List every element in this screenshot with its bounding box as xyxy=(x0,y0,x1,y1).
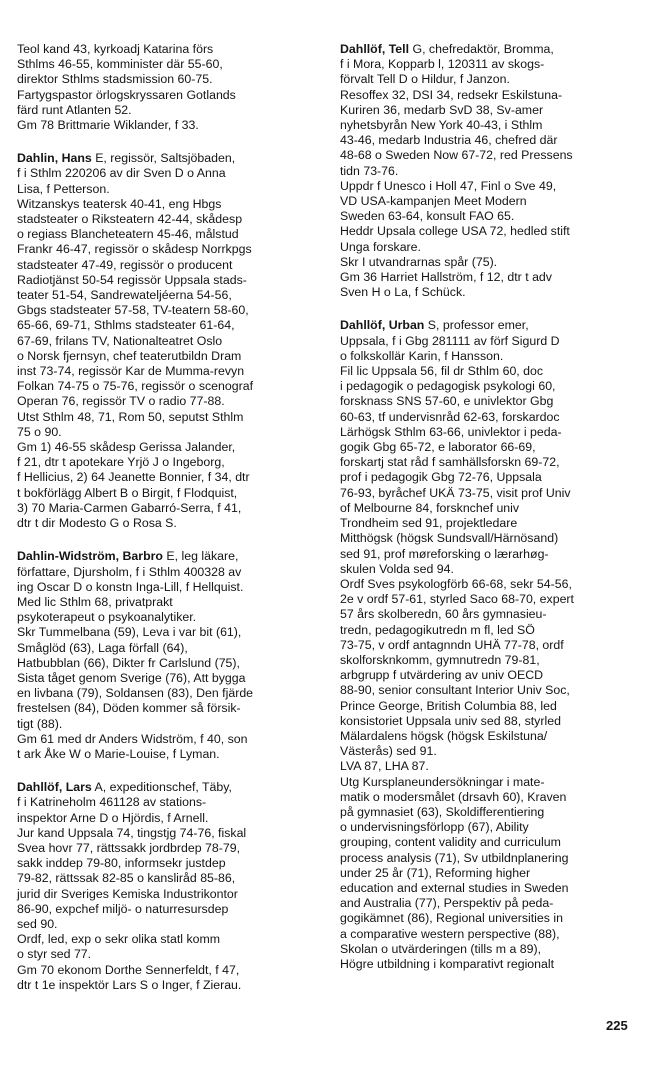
entry-first-line xyxy=(340,42,658,57)
entry-text-line: Sista tåget genom Sverige (76), Att bygga xyxy=(17,670,246,685)
entry-first-line xyxy=(340,318,658,333)
entry-text-line: Fil lic Uppsala 56, fil dr Sthlm 60, doc xyxy=(340,364,544,379)
entry-first-line xyxy=(17,42,322,57)
entry-text-line: Uppsala, f i Gbg 281111 av förf Sigurd D xyxy=(340,333,560,348)
entry-text-line: Kuriren 36, medarb SvD 38, Sv-amer xyxy=(340,102,544,117)
entry-text-line: sakk inddep 79-80, informsekr justdep xyxy=(17,856,226,871)
entry-text-line: forsknass SNS 57-60, e univlektor Gbg xyxy=(340,394,554,409)
entry-text-line: färd runt Atlanten 52. xyxy=(17,102,132,117)
entry-text-line: of Melbourne 84, forsknchef univ xyxy=(340,500,520,515)
entry-text-line: Witzanskys teatersk 40-41, eng Hbgs xyxy=(17,196,222,211)
biography-entry xyxy=(340,318,658,972)
entry-text-line: konsistoriet Uppsala univ sed 88, styrled xyxy=(340,713,561,728)
entry-text-line: Utg Kursplaneundersökningar i mate- xyxy=(340,774,545,789)
entry-text-line: Prince George, British Columbia 88, led xyxy=(340,698,557,713)
entry-text-line: 88-90, senior consultant Interior Univ Soc, xyxy=(340,683,570,698)
entry-text-line: Mälardalens högsk (högsk Eskilstuna/ xyxy=(340,728,548,743)
entry-text-line: Svea hovr 77, rättssakk jordbrdep 78-79, xyxy=(17,840,240,855)
entry-text-line: Sweden 63-64, konsult FAO 65. xyxy=(340,209,515,224)
entry-text-line: Fartygspastor örlogskryssaren Gotlands xyxy=(17,87,236,102)
left-column xyxy=(17,42,322,1011)
entry-text-line: 48-68 o Sweden Now 67-72, red Pressens xyxy=(340,148,573,163)
entry-text-line: and Australia (77), Perspektiv på peda- xyxy=(340,896,554,911)
entry-text-line: 43-46, medarb Industria 46, chefred där xyxy=(340,133,558,148)
entry-name: Dahlin, Hans xyxy=(17,151,92,166)
biography-entry xyxy=(17,780,322,993)
entry-text-line: Resoffex 32, DSI 34, redsekr Eskilstuna- xyxy=(340,87,563,102)
entry-first-text: Teol kand 43, kyrkoadj Katarina förs xyxy=(17,42,214,56)
entry-first-text: E, leg läkare, xyxy=(162,549,239,564)
entry-text-line: frestelsen (84), Döden kommer så försik- xyxy=(17,701,241,716)
entry-text-line: nyhetsbyrån New York 40-43, i Sthlm xyxy=(340,118,543,133)
entry-text-line: sed 90. xyxy=(17,916,58,931)
entry-text-line: Uppdr f Unesco i Holl 47, Finl o Sve 49, xyxy=(340,178,557,193)
entry-text-line: under 25 år (71), Reforming higher xyxy=(340,865,531,880)
entry-first-line xyxy=(17,780,322,795)
entry-text-line: Mitthögsk (högsk Sundsvall/Härnösand) xyxy=(340,531,559,546)
entry-text-line: matik o modersmålet (drsavh 60), Kraven xyxy=(340,789,567,804)
entry-text-line: Lisa, f Petterson. xyxy=(17,181,110,196)
entry-text-line: dtr t 1e inspektör Lars S o Inger, f Zierau. xyxy=(17,977,242,992)
entry-text-line: 60-63, tf undervisnråd 62-63, forskardoc xyxy=(340,409,560,424)
entry-text-line: t bokförlägg Albert B o Birgit, f Flodquist, xyxy=(17,485,238,500)
entry-text-line: 3) 70 Maria-Carmen Gabarró-Serra, f 41, xyxy=(17,500,242,515)
entry-text-line: Med lic Sthlm 68, privatprakt xyxy=(17,594,173,609)
entry-text-line: Sven H o La, f Schück. xyxy=(340,285,466,300)
entry-text-line: tigt (88). xyxy=(17,716,63,731)
entry-text-line: 67-69, frilans TV, Nationalteatret Oslo xyxy=(17,333,223,348)
entry-text-line: 76-93, byråchef UKÄ 73-75, visit prof Univ xyxy=(340,485,571,500)
entry-text-line: o regiass Blancheteatern 45-46, målstud xyxy=(17,227,239,242)
entry-text-line: 79-82, rättssak 82-85 o kanslіråd 85-86, xyxy=(17,871,236,886)
entry-text-line: Gm 61 med dr Anders Widström, f 40, son xyxy=(17,731,248,746)
entry-text-line: teater 51-54, Sandrewateljéerna 54-56, xyxy=(17,288,232,303)
biography-entry xyxy=(17,549,322,762)
entry-text-line: LVA 87, LHA 87. xyxy=(340,759,429,774)
entry-first-line xyxy=(17,151,322,166)
entry-text-line: inspektor Arne D o Hjördis, f Arnell. xyxy=(17,810,209,825)
entry-text-line: stadsteater 47-49, regissör o producent xyxy=(17,257,233,272)
entry-text-line: process analysis (71), Sv utbildnplanering xyxy=(340,850,569,865)
entry-text-line: Gbgs stadsteater 57-58, TV-teatern 58-60, xyxy=(17,303,249,318)
entry-text-line: Gm 36 Harriet Hallström, f 12, dtr t adv xyxy=(340,270,552,285)
entry-text-line: Trondheim sed 91, projektledare xyxy=(340,516,518,531)
entry-text-line: f Hellicius, 2) 64 Jeanette Bonnier, f 34, dtr xyxy=(17,470,250,485)
entry-text-line: forskartj stat råd f samhällsforskn 69-72, xyxy=(340,455,560,470)
entry-text-line: Jur kand Uppsala 74, tingstjg 74-76, fiskal xyxy=(17,825,247,840)
entry-text-line: förvalt Tell D o Hildur, f Janzon. xyxy=(340,72,510,87)
entry-text-line: dtr t dir Modesto G o Rosa S. xyxy=(17,516,177,531)
entry-text-line: o styr sed 77. xyxy=(17,947,92,962)
entry-text-line: 57 års skolberedn, 60 års gymnasieu- xyxy=(340,607,547,622)
biography-entry xyxy=(17,151,322,531)
entry-text-line: Västerås) sed 91. xyxy=(340,744,437,759)
entry-text-line: skulen Volda sed 94. xyxy=(340,561,454,576)
entry-text-line: sed 91, prof møreforsking o lærarhøg- xyxy=(340,546,549,561)
entry-text-line: Sthlms 46-55, komminister där 55-60, xyxy=(17,57,223,72)
entry-text-line: i pedagogik o pedagogisk psykologi 60, xyxy=(340,379,556,394)
entry-first-text: A, expeditionschef, Täby, xyxy=(91,780,232,795)
entry-name: Dahlin-Widström, Barbro xyxy=(17,549,163,564)
entry-text-line: Unga forskare. xyxy=(340,239,421,254)
entry-text-line: Folkan 74-75 o 75-76, regissör o scenograf xyxy=(17,379,254,394)
entry-text-line: VD USA-kampanjen Meet Modern xyxy=(340,194,527,209)
entry-text-line: på gymnasiet (63), Skoldifferentiering xyxy=(340,804,545,819)
entry-first-text: E, regissör, Saltsjöbaden, xyxy=(91,151,236,166)
entry-text-line: Hatbubblan (66), Dikter fr Carlslund (75), xyxy=(17,655,240,670)
entry-text-line: t ark Åke W o Marie-Louise, f Lyman. xyxy=(17,746,220,761)
entry-text-line: Högre utbildning i komparativt regionalt xyxy=(340,956,555,971)
entry-text-line: 86-90, expchef miljö- o naturresursdep xyxy=(17,901,229,916)
entry-text-line: gogik Gbg 65-72, e laborator 66-69, xyxy=(340,440,536,455)
entry-text-line: o Norsk fjernsyn, chef teaterutbildn Dram xyxy=(17,348,242,363)
entry-text-line: författare, Djursholm, f i Sthlm 400328 av xyxy=(17,564,242,579)
biography-entry xyxy=(340,42,658,300)
entry-text-line: skolforsknkomm, gymnutredn 79-81, xyxy=(340,652,540,667)
entry-text-line: psykoterapeut o psykoanalytiker. xyxy=(17,610,197,625)
entry-text-line: gogikämnet (86), Regional universities in xyxy=(340,911,563,926)
biography-entry xyxy=(17,42,322,133)
entry-text-line: Heddr Upsala college USA 72, hedled stift xyxy=(340,224,570,239)
right-column xyxy=(340,42,658,990)
entry-text-line: prof i pedagogik Gbg 72-76, Uppsala xyxy=(340,470,542,485)
entry-text-line: f i Mora, Kopparb l, 120311 av skogs- xyxy=(340,57,545,72)
entry-text-line: 75 o 90. xyxy=(17,424,62,439)
entry-text-line: arbgrupp f utvärdering av univ OECD xyxy=(340,668,544,683)
entry-first-text: S, professor emer, xyxy=(424,318,529,333)
entry-first-text: G, chefredaktör, Bromma, xyxy=(409,42,554,56)
entry-text-line: Ordf, led, exp o sekr olika statl komm xyxy=(17,932,221,947)
entry-text-line: stadsteater o Riksteatern 42-44, skådesp xyxy=(17,212,243,227)
entry-text-line: education and external studies in Sweden xyxy=(340,880,569,895)
entry-text-line: ing Oscar D o konstn Inga-Lill, f Hellquist. xyxy=(17,579,244,594)
entry-text-line: grouping, content validity and curriculum xyxy=(340,835,561,850)
entry-text-line: f i Sthlm 220206 av dir Sven D o Anna xyxy=(17,166,226,181)
entry-text-line: Ordf Sves psykologförb 66-68, sekr 54-56, xyxy=(340,576,572,591)
entry-text-line: 73-75, v ordf antagnndn UHÄ 77-78, ordf xyxy=(340,637,564,652)
entry-name: Dahllöf, Urban xyxy=(340,318,425,333)
entry-name: Dahllöf, Lars xyxy=(17,780,92,795)
entry-text-line: Småglöd (63), Laga förfall (64), xyxy=(17,640,188,655)
entry-text-line: Gm 70 ekonom Dorthe Sennerfeldt, f 47, xyxy=(17,962,240,977)
entry-text-line: o undervisningsförlopp (67), Ability xyxy=(340,820,529,835)
entry-text-line: direktor Sthlms stadsmission 60-75. xyxy=(17,72,213,87)
entry-text-line: o folkskollär Karin, f Hansson. xyxy=(340,348,504,363)
entry-text-line: Gm 1) 46-55 skådesp Gerissa Jalander, xyxy=(17,440,236,455)
entry-text-line: Operan 76, regissör TV o radio 77-88. xyxy=(17,394,225,409)
entry-text-line: Radiotjänst 50-54 regissör Uppsala stads- xyxy=(17,272,247,287)
entry-text-line: Frankr 46-47, regissör o skådesp Norrkpgs xyxy=(17,242,252,257)
entry-text-line: tidn 73-76. xyxy=(340,163,399,178)
entry-text-line: 65-66, 69-71, Sthlms stadsteater 61-64, xyxy=(17,318,235,333)
entry-text-line: tredn, pedagogikutredn m fl, led SÖ xyxy=(340,622,535,637)
entry-name: Dahllöf, Tell xyxy=(340,42,410,56)
entry-text-line: a comparative western perspective (88), xyxy=(340,926,560,941)
entry-text-line: Lärhögsk Sthlm 63-66, univlektor i peda- xyxy=(340,424,562,439)
entry-text-line: Skr I utvandrarnas spår (75). xyxy=(340,254,498,269)
entry-text-line: f 21, dtr t apotekare Yrjö J o Ingeborg, xyxy=(17,455,225,470)
entry-text-line: inst 73-74, regissör Kar de Mumma-revyn xyxy=(17,364,245,379)
entry-text-line: jurid dir Sveriges Kemiska Industrikontor xyxy=(17,886,238,901)
entry-text-line: Skolan o utvärderingen (tills m a 89), xyxy=(340,941,542,956)
entry-first-line xyxy=(17,549,322,564)
entry-text-line: 2e v ordf 57-61, styrled Saco 68-70, expert xyxy=(340,592,574,607)
page-number: 225 xyxy=(606,1018,628,1033)
entry-text-line: Utst Sthlm 48, 71, Rom 50, seputst Sthlm xyxy=(17,409,244,424)
entry-text-line: f i Katrineholm 461128 av stations- xyxy=(17,795,207,810)
entry-text-line: Gm 78 Brittmarie Wiklander, f 33. xyxy=(17,118,199,133)
entry-text-line: en livbana (79), Soldansen (83), Den fjärde xyxy=(17,686,254,701)
entry-text-line: Skr Tummelbana (59), Leva i var bit (61), xyxy=(17,625,242,640)
